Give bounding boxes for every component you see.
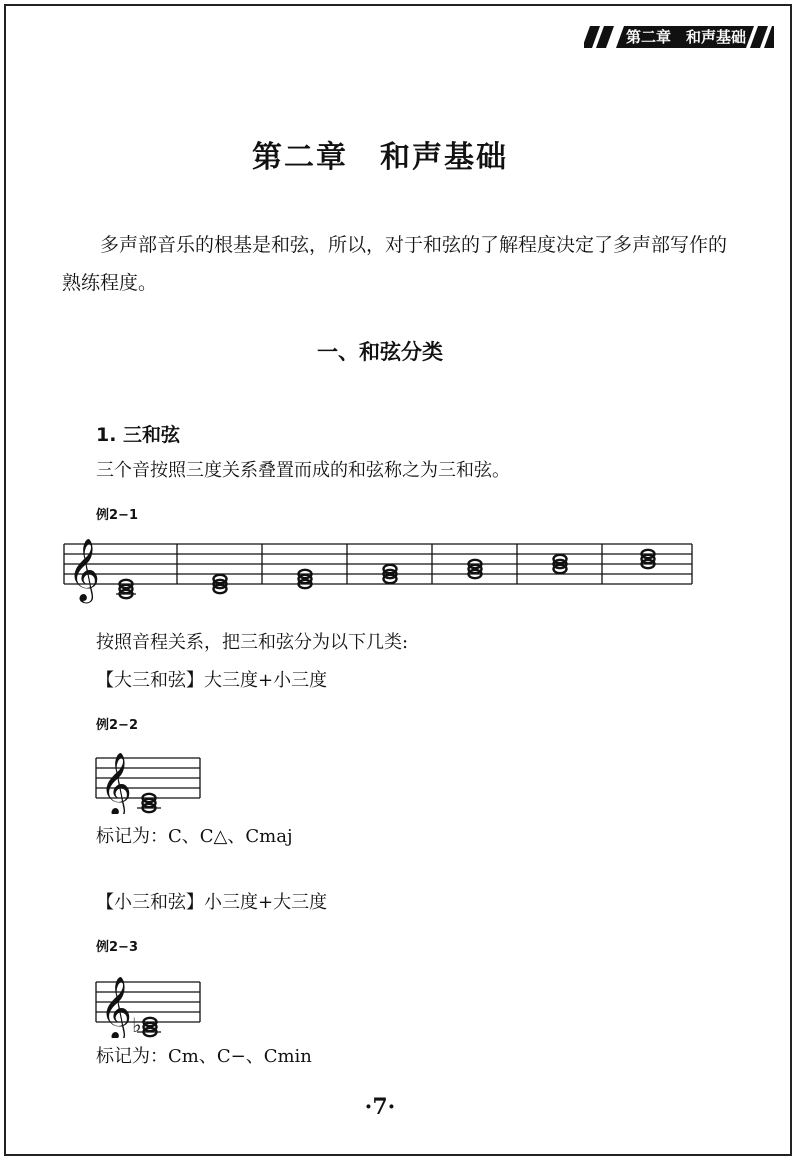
example-label-2-3: 例2−3: [96, 940, 138, 955]
major-triad-heading: 【大三和弦】大三度+小三度: [96, 670, 328, 691]
intro-paragraph: 多声部音乐的根基是和弦，所以，对于和弦的了解程度决定了多声部写作的熟练程度。: [62, 234, 728, 294]
page-number: ·7·: [364, 1094, 396, 1120]
flat-accidental-icon: ♭: [132, 1013, 142, 1037]
chapter-title: 第二章 和声基础: [252, 140, 508, 175]
major-triad-notation: 标记为：C、C△、Cmaj: [96, 826, 293, 847]
minor-triad-notation: 标记为：Cm、C−、Cmin: [96, 1046, 312, 1067]
music-staff-example-2-1: [60, 524, 700, 604]
triad-definition: 三个音按照三度关系叠置而成的和弦称之为三和弦。: [96, 460, 510, 481]
classification-intro: 按照音程关系，把三和弦分为以下几类:: [96, 632, 409, 653]
example-label-2-2: 例2−2: [96, 718, 138, 733]
treble-clef-icon: 𝄞: [68, 538, 100, 601]
running-header-text: 第二章 和声基础: [625, 28, 746, 46]
music-staff-example-2-2: [92, 738, 212, 814]
subsection-title: 1. 三和弦: [96, 424, 181, 446]
minor-triad-heading: 【小三和弦】小三度+大三度: [96, 892, 328, 913]
running-header: [584, 24, 774, 50]
music-staff-example-2-3: [92, 962, 212, 1038]
example-label-2-1: 例2−1: [96, 508, 138, 523]
treble-clef-icon: 𝄞: [100, 976, 132, 1038]
treble-clef-icon: 𝄞: [100, 752, 132, 814]
section-title: 一、和弦分类: [317, 340, 443, 364]
